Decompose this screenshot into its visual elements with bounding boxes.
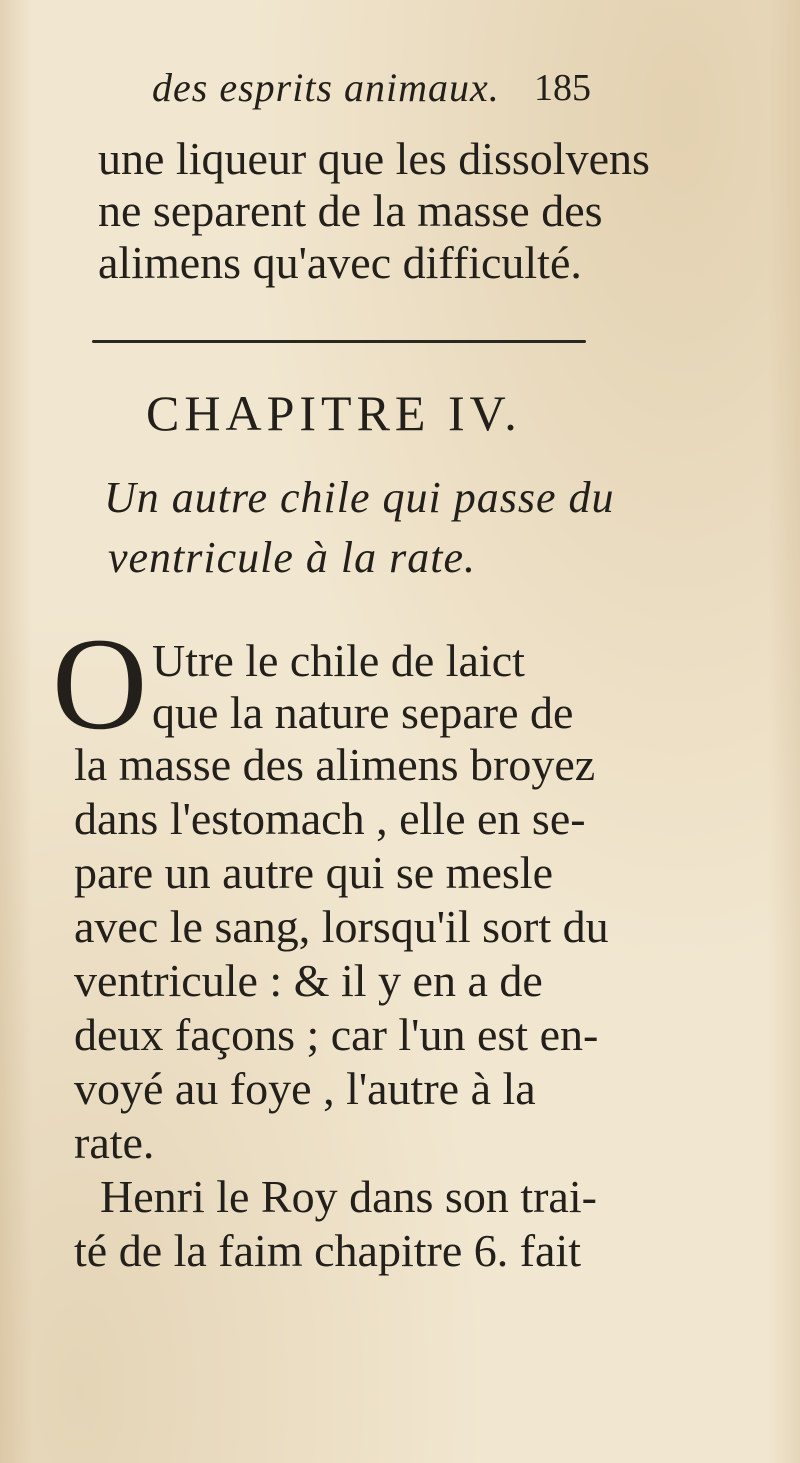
text-line: Utre le chile de laict <box>152 635 525 686</box>
chapter-subtitle: Un autre chile qui passe du <box>104 473 615 522</box>
text-line: dans l'estomach , elle en se- <box>74 793 586 844</box>
text-line: avec le sang, lorsqu'il sort du <box>74 901 609 952</box>
running-title: des esprits animaux. <box>152 65 500 110</box>
page-number: 185 <box>534 67 591 109</box>
chapter-subtitle: ventricule à la rate. <box>108 533 477 582</box>
drop-cap: O <box>52 610 148 757</box>
text-line: voyé au foye , l'autre à la <box>74 1063 536 1114</box>
chapter-heading: CHAPITRE IV. <box>146 385 522 441</box>
text-line: alimens qu'avec difficulté. <box>98 237 582 288</box>
text-line: ne separent de la masse des <box>98 185 603 236</box>
text-line: rate. <box>74 1117 155 1168</box>
separator-rule <box>92 340 586 343</box>
running-head <box>152 64 632 124</box>
text-line: la masse des alimens broyez <box>74 739 596 790</box>
text-line: ventricule : & il y en a de <box>74 955 543 1006</box>
text-line: que la nature separe de <box>152 687 574 738</box>
text-line: pare un autre qui se mesle <box>74 847 553 898</box>
text-line: Henri le Roy dans son trai- <box>100 1171 597 1222</box>
text-line: deux façons ; car l'un est en- <box>74 1009 599 1060</box>
text-line: une liqueur que les dissolvens <box>98 133 650 184</box>
text-line: té de la faim chapitre 6. fait <box>74 1225 582 1276</box>
